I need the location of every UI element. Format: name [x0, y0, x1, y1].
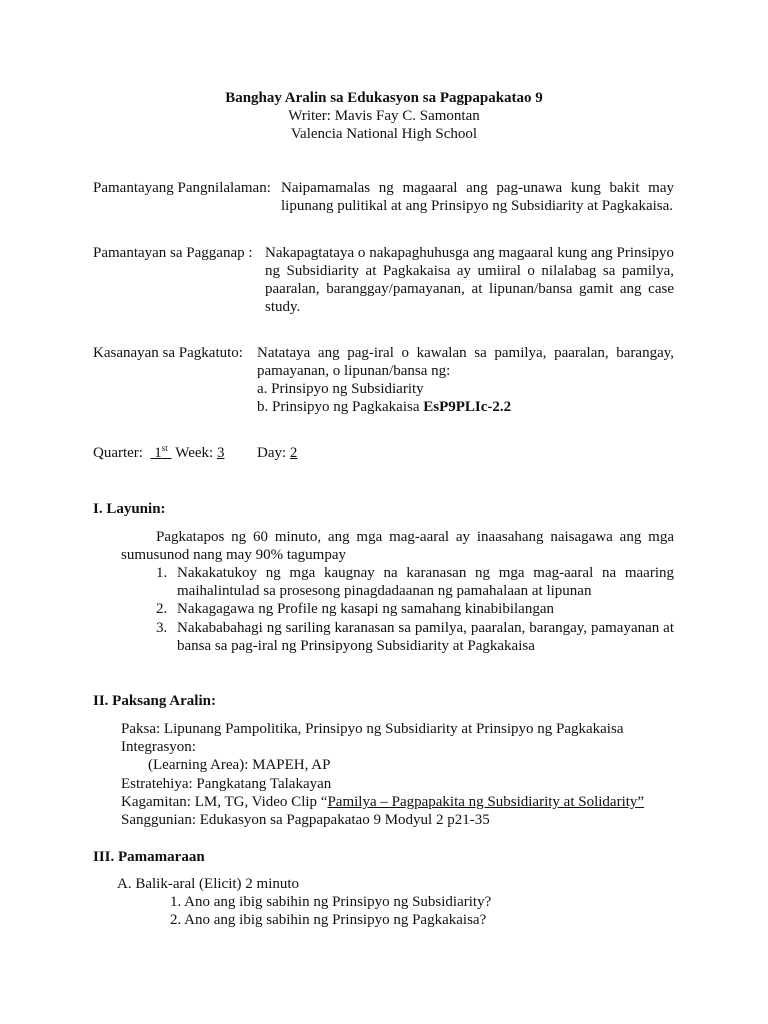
- question-2: 2. Ano ang ibig sabihin ng Prinsipyo ng Pagkakaisa?: [170, 912, 487, 928]
- layunin-item-3: Nakababahagi ng sariling karanasan sa pamilya, paaralan, barangay, pamayanan at bansa sa pag-iral ng Prinsipyong Subsidiarity at Pagkakaisa: [177, 620, 674, 654]
- school-line: Valencia National High School: [290, 126, 478, 142]
- layunin-item-1: Nakakatukoy ng mga kaugnay na karanasan ng mga mag-aaral na maaring maihalintulad sa prosesong pinagdadaanan ng pamahalaan at lipunan: [177, 565, 674, 599]
- paksa-heading: II. Paksang Aralin:: [93, 693, 216, 709]
- day-value: 2: [289, 445, 298, 461]
- competency-label: Kasanayan sa Pagkatuto:: [93, 345, 243, 361]
- paksa-topic: Paksa: Lipunang Pampolitika, Prinsipyo ng Subsidiarity at Prinsipyo ng Pagkakaisa: [121, 721, 624, 737]
- layunin-item-1-number: 1.: [156, 565, 168, 581]
- week-value: 3: [216, 445, 225, 461]
- performance-standard-label: Pamantayan sa Pagganap :: [93, 245, 253, 261]
- week-label: Week:: [175, 445, 214, 461]
- performance-standard-text: Nakapagtataya o nakapaghuhusga ang magaaral kung ang Prinsipyo ng Subsidiarity at Pagkakaisa ay umiiral o nilalabag sa pamilya, paaralan, baranggay/pamayanan, at lipunan/bansa gamit ang case study.: [265, 245, 674, 315]
- sanggunian: Sanggunian: Edukasyon sa Pagpapakatao 9 Modyul 2 p21-35: [121, 812, 490, 828]
- kagamitan-close-quote: ”: [637, 794, 645, 810]
- competency-item-b: [257, 398, 511, 416]
- integrasyon-label: Integrasyon:: [121, 739, 196, 755]
- day-label: Day:: [257, 445, 287, 461]
- quarter-value: 1st: [154, 443, 168, 461]
- question-1: 1. Ano ang ibig sabihin ng Prinsipyo ng Subsidiarity?: [170, 894, 492, 910]
- step-a: A. Balik-aral (Elicit) 2 minuto: [117, 876, 300, 892]
- quarter-label: Quarter:: [93, 445, 143, 461]
- kagamitan: [121, 793, 644, 811]
- competency-text: Natataya ang pag-iral o kawalan sa pamilya, paaralan, barangay, pamayanan, o lipunan/bansa ng:: [257, 345, 674, 379]
- competency-item-a: a. Prinsipyo ng Subsidiarity: [257, 381, 424, 397]
- layunin-item-2: Nakagagawa ng Profile ng kasapi ng samahang kinabibilangan: [177, 601, 554, 617]
- learning-area: (Learning Area): MAPEH, AP: [148, 757, 331, 773]
- layunin-heading: I. Layunin:: [93, 501, 166, 517]
- quarter-line: [93, 444, 224, 462]
- content-standard-text: Naipamamalas ng magaaral ang pag-unawa kung bakit may lipunang pulitikal at ang Prinsipyo ng Subsidiarity at Pagkakaisa.: [281, 180, 674, 214]
- kagamitan-text: Kagamitan: LM, TG, Video Clip “: [121, 794, 328, 810]
- layunin-intro: Pagkatapos ng 60 minuto, ang mga mag-aaral ay inaasahang naisagawa ang mga sumusunod nang may 90% tagumpay: [121, 529, 674, 563]
- competency-item-b-text: b. Prinsipyo ng Pagkakaisa: [257, 399, 424, 415]
- writer-line: Writer: Mavis Fay C. Samontan: [288, 108, 480, 124]
- estratehiya: Estratehiya: Pangkatang Talakayan: [121, 776, 332, 792]
- video-clip-link[interactable]: Pamilya – Pagpapakita ng Subsidiarity at Solidarity: [327, 794, 638, 810]
- pamamaraan-heading: III. Pamamaraan: [93, 849, 205, 865]
- document-title: Banghay Aralin sa Edukasyon sa Pagpapakatao 9: [225, 90, 543, 106]
- content-standard-label: Pamantayang Pangnilalaman:: [93, 180, 271, 196]
- competency-code: EsP9PLIc-2.2: [423, 399, 512, 415]
- layunin-item-2-number: 2.: [156, 601, 168, 617]
- day-line: [257, 444, 297, 462]
- layunin-item-3-number: 3.: [156, 620, 168, 636]
